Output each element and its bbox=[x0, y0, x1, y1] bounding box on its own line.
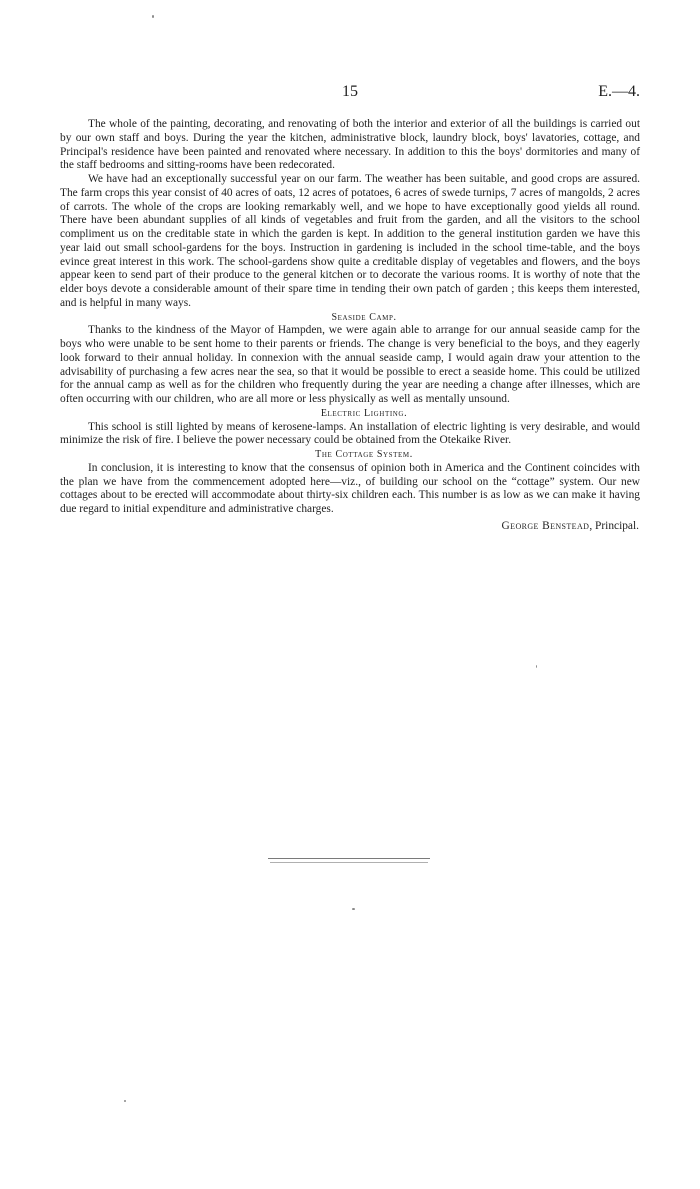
signature bbox=[60, 519, 640, 533]
printer-speck bbox=[536, 665, 537, 668]
paragraph-farm: We have had an exceptionally successful year on our farm. The weather has been suitable, and good crops are assured. The farm crops this year consist of 40 acres of oats, 12 acres of potatoes, 6 acres of swede turnips, 7 acres of mangolds, 2 acres of carrots. The whole of the crops are looking remarkably well, and we hope to have exceptionally good yields all round. There have been abundant supplies of all kinds of vegetables and fruit from the garden, and all the visitors to the school compliment us on the creditable state in which the garden is kept. In addition to the general institution garden we have this year laid out small school-gardens for the boys. Instruction in gardening is included in the school time-table, and the boys evince great interest in this work. The school-gardens show quite a creditable display of vegetables and flowers, and the boys appear keen to send part of their produce to the general kitchen or to decorate the various rooms. It is worthy of note that the elder boys devote a considerable amount of their spare time in tending their own patch of garden ; this keeps them interested, and is helpful in many ways. bbox=[60, 173, 640, 309]
paragraph-renovation: The whole of the painting, decorating, and renovating of both the interior and exterior of all the buildings is carried out by our own staff and boys. During the year the kitchen, administrative block, laundry block, boys' lavatories, cottage, and Principal's residence have been painted and renovated where necessary. In addition to this the boys' dormitories and many of the staff bedrooms and sitting-rooms have been redecorated. bbox=[60, 118, 640, 172]
heading-electric-lighting: Electric Lighting. bbox=[320, 407, 408, 419]
paragraph-seaside-camp: Thanks to the kindness of the Mayor of Hampden, we were again able to arrange for our annual seaside camp for the boys who were unable to be sent home to their parents or friends. The change is very beneficial to the boys, and they eagerly look forward to their annual holiday. In connexion with the annual seaside camp, I would again draw your attention to the advisability of purchasing a few acres near the sea, so that it would be possible to erect a seaside home. This could be utilized for the annual camp as well as for the children who frequently during the year are needing a change after illnesses, which are often occurring with our children, who are all more or less physically as well as mentally unsound. bbox=[60, 324, 640, 405]
paragraph-cottage-system: In conclusion, it is interesting to know that the consensus of opinion both in America and the Continent coincides with the plan we have from the commencement adopted here—viz., of building our school on the “cottage” system. Our new cottages about to be erected will accommodate about thirty-six children each. This number is as low as we can make it having due regard to initial expenditure and administrative charges. bbox=[60, 461, 640, 515]
paragraph-electric-lighting: This school is still lighted by means of kerosene-lamps. An installation of electric lighting is very desirable, and would minimize the risk of fire. I believe the power necessary could be obtained from the Otekaike River. bbox=[60, 420, 640, 447]
printer-speck bbox=[124, 1100, 126, 1102]
closing-rule bbox=[268, 858, 430, 859]
page-number: 15 bbox=[342, 83, 358, 100]
heading-cottage-system: The Cottage System. bbox=[315, 449, 413, 460]
report-body bbox=[60, 118, 640, 533]
signature-name: George Benstead bbox=[501, 519, 590, 532]
heading-seaside-camp: Seaside Camp. bbox=[331, 311, 397, 323]
closing-rule-secondary bbox=[270, 862, 428, 863]
signature-title: , Principal. bbox=[589, 519, 639, 532]
page-header bbox=[60, 83, 640, 105]
document-code: E.—4. bbox=[598, 83, 640, 100]
printer-speck bbox=[152, 15, 154, 18]
printer-speck bbox=[352, 908, 355, 910]
